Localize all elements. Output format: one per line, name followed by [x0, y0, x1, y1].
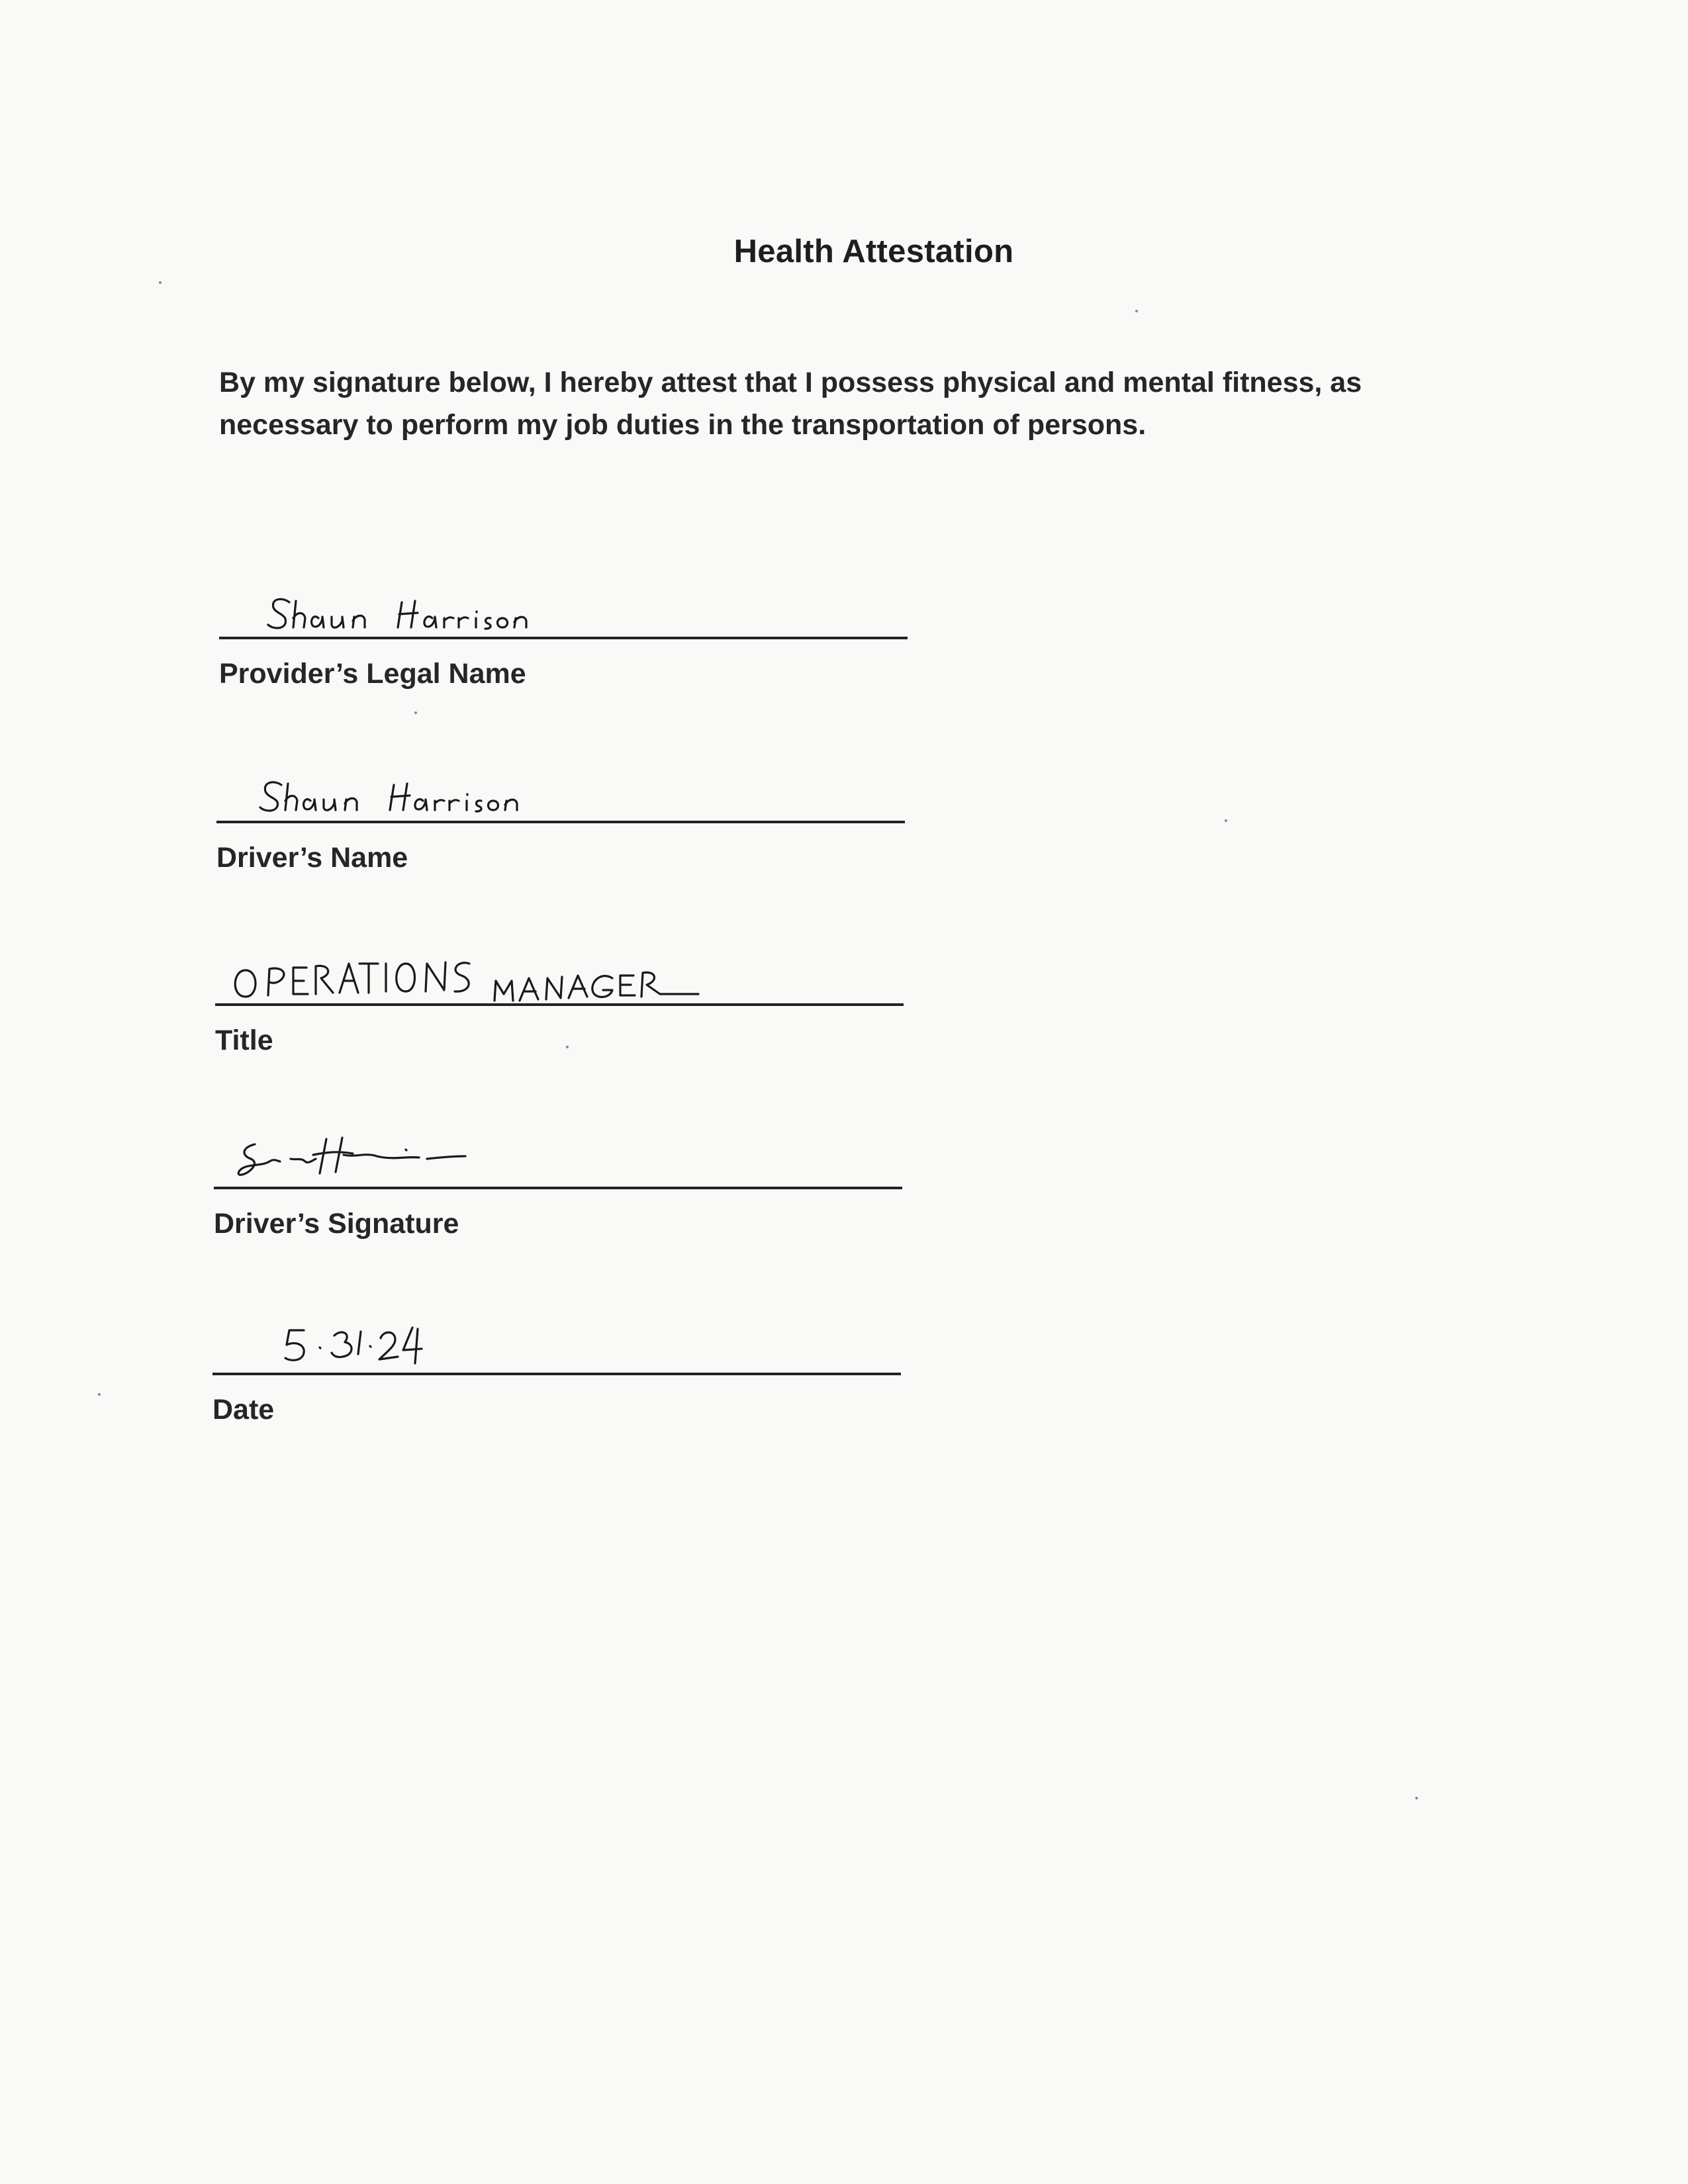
driver-name-handwriting	[216, 754, 905, 821]
provider-legal-name-label: Provider’s Legal Name	[219, 658, 526, 690]
scan-speck	[1415, 1797, 1418, 1799]
date-handwriting	[212, 1306, 901, 1373]
title-handwriting-drawing	[215, 937, 904, 1003]
scan-speck	[98, 1393, 101, 1396]
document-title: Health Attestation	[733, 234, 1014, 269]
title-label: Title	[215, 1024, 273, 1056]
attestation-statement: By my signature below, I hereby attest that I possess physical and mental fitness, as necessary to perform my job duties in the transportation of persons.	[219, 367, 1362, 441]
scan-speck	[159, 281, 162, 284]
driver-signature-label: Driver’s Signature	[214, 1208, 459, 1240]
date-field[interactable]	[212, 1306, 901, 1426]
scan-speck	[414, 711, 417, 714]
provider-legal-name-line	[219, 637, 908, 639]
title-field[interactable]	[215, 937, 904, 1056]
provider-legal-name-handwriting	[219, 570, 908, 637]
driver-signature-handwriting	[214, 1120, 902, 1187]
date-handwriting-drawing	[212, 1306, 901, 1373]
date-line	[212, 1373, 901, 1375]
driver-signature-field[interactable]	[214, 1120, 902, 1240]
provider-legal-name-handwriting-drawing	[219, 570, 908, 637]
title-handwriting	[215, 937, 904, 1003]
driver-name-field[interactable]	[216, 754, 905, 874]
driver-signature-line	[214, 1187, 902, 1189]
driver-name-handwriting-drawing	[216, 754, 905, 821]
driver-name-label: Driver’s Name	[216, 842, 408, 874]
driver-name-line	[216, 821, 905, 823]
scan-speck	[566, 1046, 569, 1048]
date-label: Date	[212, 1394, 275, 1426]
scan-speck	[1135, 310, 1138, 312]
driver-signature-image	[214, 1120, 902, 1187]
title-line	[215, 1003, 904, 1006]
scan-speck	[1225, 819, 1227, 822]
provider-legal-name-field[interactable]	[219, 570, 908, 690]
